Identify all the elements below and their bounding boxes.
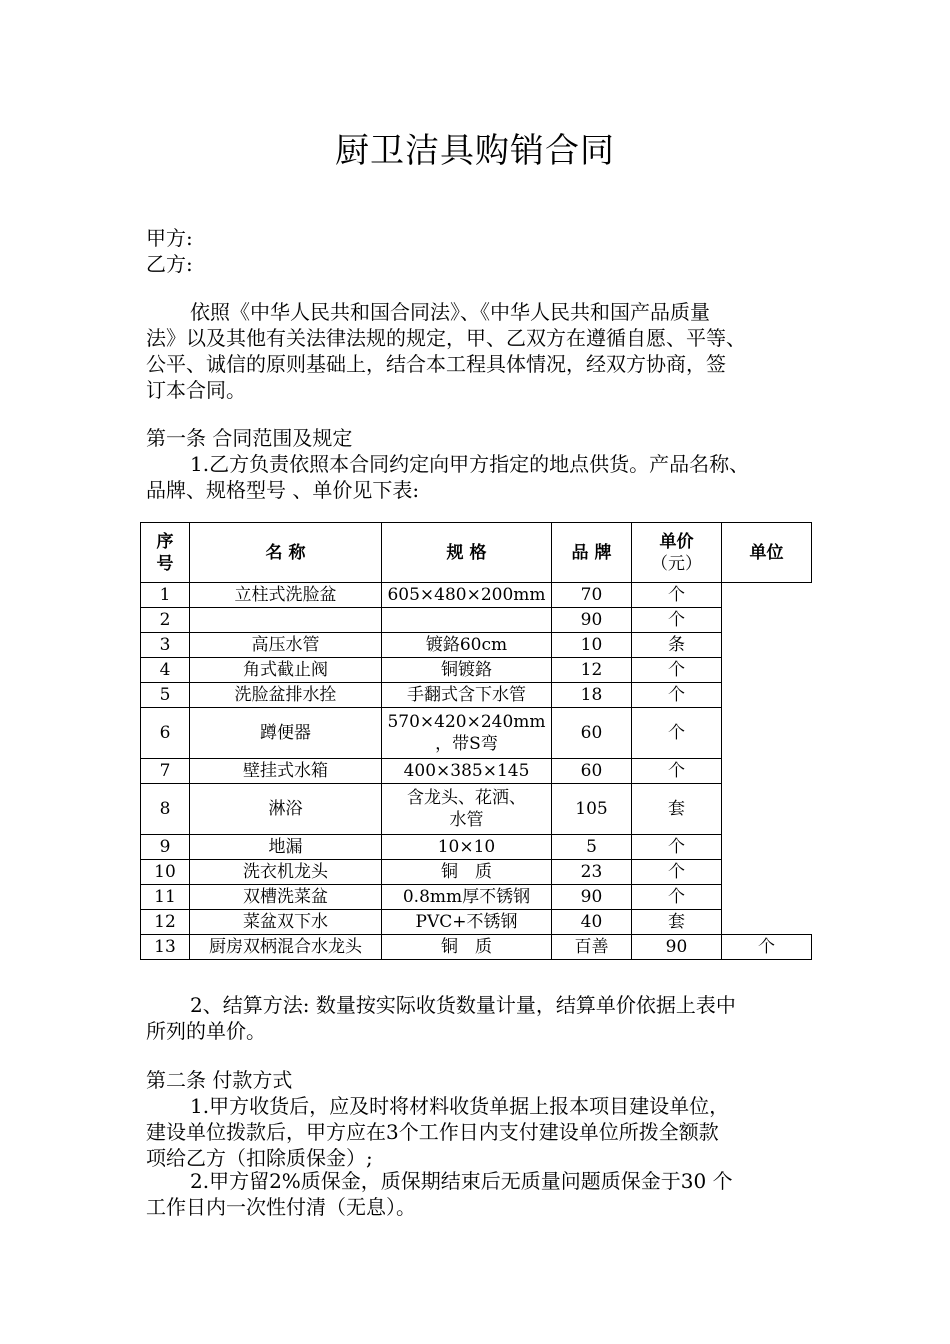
cell-seq: 9 (141, 835, 190, 860)
cell-spec: 含龙头、花洒、 水管 (382, 784, 552, 835)
article2-heading: 第二条 付款方式 (146, 1068, 293, 1092)
cell-unit: 个 (632, 860, 722, 885)
cell-name: 双槽洗菜盆 (190, 885, 382, 910)
table-row (141, 608, 812, 633)
page-title: 厨卫洁具购销合同 (335, 131, 615, 171)
cell-seq: 13 (141, 935, 190, 960)
cell-name: 蹲便器 (190, 708, 382, 759)
cell-spec: PVC+不锈钢 (382, 910, 552, 935)
cell-brand: 百善 (552, 935, 632, 960)
cell-seq: 1 (141, 583, 190, 608)
cell-empty (722, 910, 812, 935)
cell-value: 12 (552, 658, 632, 683)
cell-spec: 605×480×200mm (382, 583, 552, 608)
cell-spec: 手翻式含下水管 (382, 683, 552, 708)
cell-empty (722, 835, 812, 860)
party-b-label: 乙方: (146, 252, 193, 276)
cell-name: 洗衣机龙头 (190, 860, 382, 885)
cell-unit: 个 (632, 683, 722, 708)
cell-spec (382, 608, 552, 633)
cell-name: 洗脸盆排水拴 (190, 683, 382, 708)
table-row (141, 683, 812, 708)
cell-value: 90 (552, 885, 632, 910)
table-row (141, 910, 812, 935)
cell-value: 10 (552, 633, 632, 658)
header-brand: 品 牌 (552, 523, 632, 583)
cell-price: 90 (632, 935, 722, 960)
cell-value: 60 (552, 759, 632, 784)
cell-spec: 铜 质 (382, 860, 552, 885)
settlement-line: 所列的单价。 (146, 1019, 266, 1043)
cell-name: 高压水管 (190, 633, 382, 658)
table-row (141, 708, 812, 759)
cell-seq: 8 (141, 784, 190, 835)
cell-unit: 个 (632, 608, 722, 633)
product-table (140, 522, 812, 960)
header-seq: 序 号 (141, 523, 190, 583)
cell-seq: 10 (141, 860, 190, 885)
table-row (141, 583, 812, 608)
table-header-row (141, 523, 812, 583)
cell-seq: 3 (141, 633, 190, 658)
intro-line: 依照《中华人民共和国合同法》、《中华人民共和国产品质量 (190, 300, 710, 324)
cell-empty (722, 759, 812, 784)
cell-unit: 个 (632, 759, 722, 784)
cell-empty (722, 608, 812, 633)
cell-value: 60 (552, 708, 632, 759)
cell-unit: 个 (722, 935, 812, 960)
cell-seq: 12 (141, 910, 190, 935)
table-row (141, 835, 812, 860)
header-price: 单价 （元） (632, 523, 722, 583)
cell-unit: 个 (632, 835, 722, 860)
cell-name: 立柱式洗脸盆 (190, 583, 382, 608)
header-spec: 规 格 (382, 523, 552, 583)
article2-item2-line: 2.甲方留2%质保金，质保期结束后无质量问题质保金于30 个 (190, 1169, 733, 1193)
cell-spec: 镀鉻60cm (382, 633, 552, 658)
cell-spec: 570×420×240mm ，带S弯 (382, 708, 552, 759)
cell-spec: 400×385×145 (382, 759, 552, 784)
cell-value: 90 (552, 608, 632, 633)
cell-unit: 个 (632, 708, 722, 759)
cell-name: 厨房双柄混合水龙头 (190, 935, 382, 960)
cell-empty (722, 885, 812, 910)
intro-line: 法》以及其他有关法律法规的规定，甲、乙双方在遵循自愿、平等、 (146, 326, 746, 350)
cell-seq: 2 (141, 608, 190, 633)
cell-value: 40 (552, 910, 632, 935)
cell-empty (722, 633, 812, 658)
cell-name: 淋浴 (190, 784, 382, 835)
article2-item1-line: 项给乙方（扣除质保金）; (146, 1146, 373, 1170)
cell-seq: 6 (141, 708, 190, 759)
article1-heading: 第一条 合同范围及规定 (146, 426, 353, 450)
article1-item1-line: 1.乙方负责依照本合同约定向甲方指定的地点供货。产品名称、 (190, 452, 750, 476)
table-row (141, 759, 812, 784)
cell-spec: 10×10 (382, 835, 552, 860)
cell-unit: 个 (632, 658, 722, 683)
article2-item2-line: 工作日内一次性付清（无息）。 (146, 1195, 416, 1219)
cell-value: 23 (552, 860, 632, 885)
settlement-line: 2、结算方法: 数量按实际收货数量计量，结算单价依据上表中 (190, 993, 736, 1017)
intro-line: 公平、诚信的原则基础上，结合本工程具体情况，经双方协商，签 (146, 352, 726, 376)
cell-name: 菜盆双下水 (190, 910, 382, 935)
cell-name (190, 608, 382, 633)
header-unit: 单位 (722, 523, 812, 583)
party-a-label: 甲方: (146, 226, 193, 250)
cell-empty (722, 583, 812, 608)
table-row (141, 935, 812, 960)
cell-value: 105 (552, 784, 632, 835)
cell-value: 70 (552, 583, 632, 608)
cell-empty (722, 860, 812, 885)
table-row (141, 860, 812, 885)
cell-value: 18 (552, 683, 632, 708)
cell-unit: 个 (632, 583, 722, 608)
cell-empty (722, 708, 812, 759)
cell-unit: 套 (632, 784, 722, 835)
intro-line: 订本合同。 (146, 378, 246, 402)
cell-name: 地漏 (190, 835, 382, 860)
article2-item1-line: 建设单位拨款后，甲方应在3个工作日内支付建设单位所拨全额款 (146, 1120, 719, 1144)
cell-spec: 铜镀鉻 (382, 658, 552, 683)
cell-empty (722, 658, 812, 683)
cell-spec: 铜 质 (382, 935, 552, 960)
table-row (141, 784, 812, 835)
table-row (141, 885, 812, 910)
table-row (141, 633, 812, 658)
cell-unit: 个 (632, 885, 722, 910)
cell-name: 角式截止阀 (190, 658, 382, 683)
cell-seq: 5 (141, 683, 190, 708)
cell-seq: 4 (141, 658, 190, 683)
cell-unit: 套 (632, 910, 722, 935)
cell-spec: 0.8mm厚不锈钢 (382, 885, 552, 910)
cell-empty (722, 683, 812, 708)
cell-seq: 11 (141, 885, 190, 910)
header-name: 名 称 (190, 523, 382, 583)
cell-name: 壁挂式水箱 (190, 759, 382, 784)
cell-empty (722, 784, 812, 835)
cell-unit: 条 (632, 633, 722, 658)
table-row (141, 658, 812, 683)
article2-item1-line: 1.甲方收货后，应及时将材料收货单据上报本项目建设单位， (190, 1094, 730, 1118)
cell-seq: 7 (141, 759, 190, 784)
article1-item1-line: 品牌、规格型号 、单价见下表: (146, 478, 420, 502)
cell-value: 5 (552, 835, 632, 860)
